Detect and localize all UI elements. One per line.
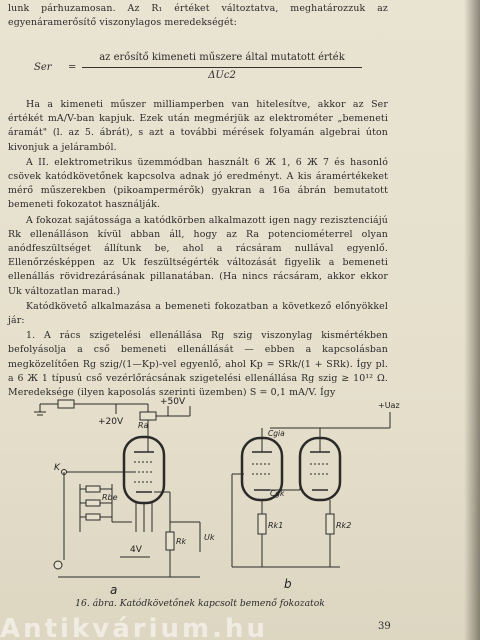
page-edge-shadow [464,0,480,640]
watermark: Antikvárium.hu [0,614,268,640]
label-ra: Ra [138,421,149,430]
formula-numerator: az erősítő kimeneti műszere által mutatott érték [99,52,345,63]
label-rbe: Rbe [102,493,118,502]
formula-denominator: ΔUc2 [208,70,236,81]
paragraph-2: A II. elektrometrikus üzemmódban használt 6 Ж 1, 6 Ж 7 és hasonló csövek katódkövetőnek kapcsolva adnak jó eredményt. A kis áramértékeket mérő műszerekben (pikoampermérők) gyakran a 16a ábrán bemutatott bemeneti fokozatot használják. [8,156,388,211]
formula-equals: = [68,62,77,73]
formula-ser [34,50,364,86]
label-rk2: Rk2 [336,521,352,530]
label-uk: Uk [204,533,215,542]
label-cgia: Cgia [268,429,285,438]
label-cgk: Cgk [270,489,285,498]
paragraph-5: 1. A rács szigetelési ellenállása Rg szig viszonylag kismértékben befolyásolja a cső bemeneti ellenállását — ebben a kapcsolásban megközelítően Rg szig/(1—Kp)-vel egyenlő, ahol Kp = SRk/(1 + SRk). Így pl. a 6 Ж 1 típusú cső vezérlőrácsának szigetelési ellenállása Rg szig ≥ 10¹² Ω. Meredeksége (ilyen kaposolás szerinti üzemben) S = 0,1 mA/V. Így [8,330,388,399]
label-plus20v: +20V [98,417,124,427]
intro-text: lunk párhuzamosan. Az R₁ értéket változtatva, meghatározzuk az egyenáramerősítő viszonylagos meredekségét: [8,3,388,29]
label-rk1: Rk1 [268,521,284,530]
formula-lhs: Ser [34,62,52,73]
label-k: K [54,463,60,473]
paragraph-1: Ha a kimeneti műszer milliamperben van hitelesítve, akkor az Ser értékét mA/V-ban kapjuk. Ezek után megmérjük az elektrométer „bemeneti áramát" (l. az 5. ábrát), s azt a további mérések folyamán algebrai úton kivonjuk a jeláramból. [8,99,388,153]
label-figure-a: a [110,583,118,597]
label-figure-b: b [284,577,292,591]
paragraph-3: A fokozat sajátossága a katódkörben alkalmazott igen nagy rezisztenciájú Rk ellenálláson kívül abban áll, hogy az Ra potenciométerrel olyan anódfeszültséget állítunk be, ahol a rácsáram nullával egyenlő. Ellenőrzésképpen az Uk feszültségérték változását figyelik a bemeneti ellenállás rövidrezárásának pillanatában. (Ha nincs rácsáram, akkor ekkor Uk változatlan marad.) [8,214,388,297]
label-plus50v: +50V [160,397,186,407]
paragraph-4: Katódkövető alkalmazása a bemeneti fokozatban a következő előnyökkel jár: [8,300,388,327]
paragraph-intro [8,2,388,30]
fraction-bar [82,67,362,68]
label-uaz: +Uaz [378,401,400,410]
label-4v: 4V [130,545,142,555]
circuit-figure [0,392,400,597]
figure-caption: 16. ábra. Katódkövetőnek kapcsolt bemenő fokozatok [75,598,325,609]
page-number: 39 [378,621,391,632]
label-rk: Rk [176,537,187,546]
body-text [8,98,388,400]
